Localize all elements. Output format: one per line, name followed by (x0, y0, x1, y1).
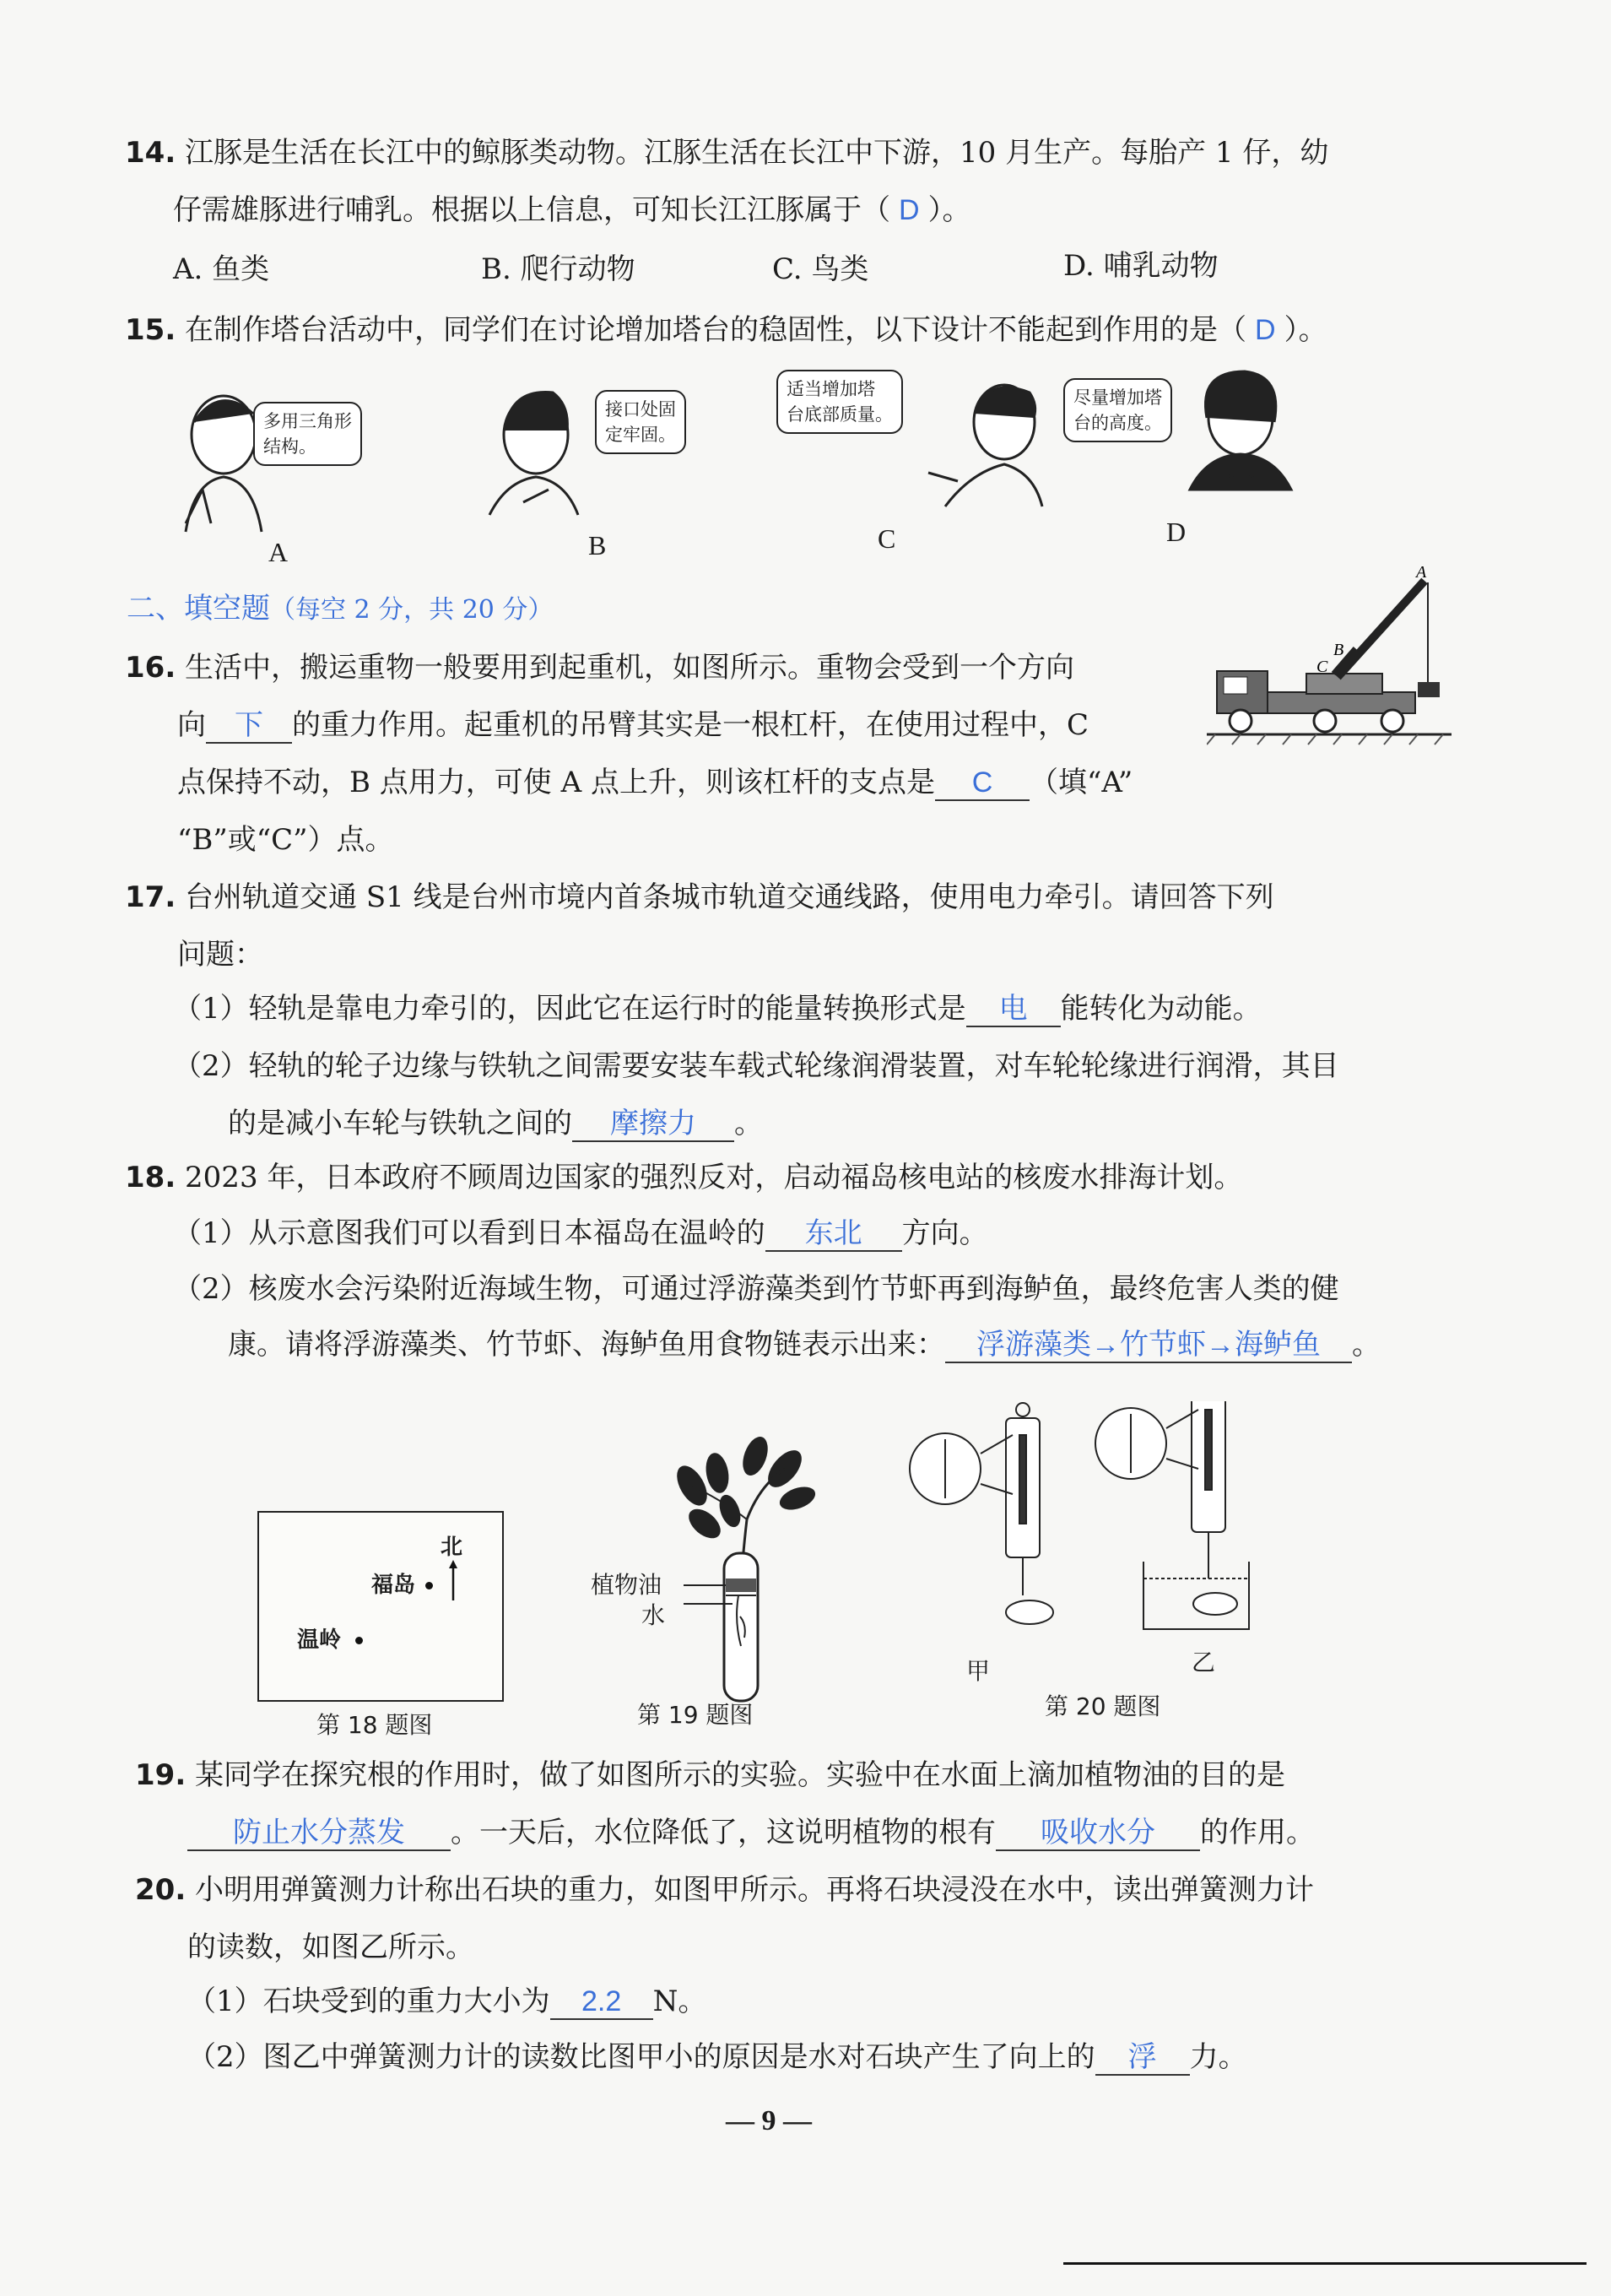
speech-bubble-a: 多用三角形 结构。 (253, 402, 362, 466)
speech-bubble-c: 适当增加塔 台底部质量。 (776, 370, 903, 434)
q18-number: 18. (125, 1161, 176, 1194)
crane-figure (1207, 566, 1468, 751)
q17-part2-line1: （2）轻轨的轮子边缘与铁轨之间需要安装车载式轮缘润滑装置，对车轮轮缘进行润滑，其目 (173, 1049, 1339, 1083)
spring-scale-jia (910, 1403, 1053, 1624)
q17-part2-line2 (228, 1104, 763, 1143)
q16-number: 16. (125, 651, 176, 685)
q16-text3: 点保持不动，B 点用力，可使 A 点上升，则该杠杆的支点是 (177, 766, 935, 799)
student-d-figure (1190, 371, 1291, 490)
q18-part2-end: 。 (1352, 1328, 1381, 1362)
option-label-c: C (878, 523, 896, 554)
student-c-figure (928, 385, 1042, 506)
fig20-yi-label: 乙 (1192, 1649, 1216, 1676)
q18-part2-line2 (228, 1325, 1381, 1364)
q16-answer-1[interactable]: 下 (206, 708, 292, 744)
q16-line4: “B”或“C”）点。 (177, 823, 394, 857)
fig18-map (257, 1511, 504, 1702)
speech-bubble-b: 接口处固 定牢固。 (595, 390, 686, 454)
wenling-dot-icon (355, 1637, 363, 1644)
q14-text2: 仔需雄豚进行哺乳。根据以上信息，可知长江江豚属于（ (173, 193, 890, 227)
q19-line2 (187, 1813, 1315, 1852)
q17-part1 (173, 989, 1262, 1028)
q14-option-a: A. 鱼类 (173, 252, 270, 286)
q17-answer-1[interactable]: 电 (966, 992, 1061, 1027)
q16-line2 (177, 706, 1089, 745)
q18-part1-end: 方向。 (901, 1216, 988, 1250)
q19-text2: 。一天后，水位降低了，这说明植物的根有 (451, 1816, 996, 1849)
q20-part2-text: （2）图乙中弹簧测力计的读数比图甲小的原因是水对石块产生了向上的 (187, 2040, 1095, 2074)
fig19-plant-tube (641, 1435, 844, 1705)
q20-part1 (187, 1982, 706, 2021)
option-label-a: A (268, 537, 289, 567)
fig20-spring-scales (895, 1401, 1283, 1654)
q15-answer[interactable]: D (1255, 314, 1276, 346)
q15-text: 在制作塔台活动中，同学们在讨论增加塔台的稳固性，以下设计不能起到作用的是（ (185, 313, 1247, 347)
q16-text1: 生活中，搬运重物一般要用到起重机，如图所示。重物会受到一个方向 (185, 651, 1075, 685)
section-header (127, 589, 553, 630)
q17-part2-text: 的是减小车轮与铁轨之间的 (228, 1107, 572, 1140)
q20-part2 (187, 2038, 1247, 2077)
fig20-jia-label: 甲 (966, 1657, 991, 1685)
option-label-d: D (1166, 517, 1187, 547)
q18-part1 (173, 1214, 988, 1253)
q14-option-b: B. 爬行动物 (481, 252, 635, 286)
q17-line1 (125, 878, 1274, 917)
fig19-caption: 第 19 题图 (637, 1701, 754, 1729)
page-number: — 9 — (726, 2105, 812, 2136)
q14-line1 (125, 133, 1328, 172)
q17-part1-end: 能转化为动能。 (1060, 992, 1262, 1026)
q14-number: 14. (125, 136, 176, 170)
q19-text1: 某同学在探究根的作用时，做了如图所示的实验。实验中在水面上滴加植物油的目的是 (195, 1758, 1286, 1792)
q17-number: 17. (125, 880, 176, 914)
q15-text-end: ）。 (1284, 313, 1327, 347)
bottom-rule (1063, 2262, 1587, 2265)
q18-part2-line1: （2）核废水会污染附近海域生物，可通过浮游藻类到竹节虾再到海鲈鱼，最终危害人类的健 (173, 1272, 1339, 1306)
q16-text3-end: （填“A” (1029, 766, 1133, 799)
q18-part2-text: 康。请将浮游藻类、竹节虾、海鲈鱼用食物链表示出来： (228, 1328, 945, 1362)
q20-part1-text: （1）石块受到的重力大小为 (187, 1985, 550, 2018)
north-arrow-icon (447, 1560, 459, 1602)
q17-line2: 问题： (177, 938, 263, 972)
q14-text1: 江豚是生活在长江中的鲸豚类动物。江豚生活在长江中下游，10 月生产。每胎产 1 仔，幼 (185, 136, 1329, 170)
q19-answer-2[interactable]: 吸收水分 (996, 1816, 1200, 1851)
q20-line2: 的读数，如图乙所示。 (187, 1930, 474, 1964)
fig20-caption: 第 20 题图 (1045, 1692, 1161, 1720)
fig18-fukushima-label: 福岛 (371, 1573, 416, 1598)
q17-answer-2[interactable]: 摩擦力 (572, 1107, 734, 1142)
speech-bubble-d: 尽量增加塔 台的高度。 (1063, 378, 1172, 442)
fig19-water-label: 水 (641, 1601, 666, 1629)
q20-line1 (135, 1871, 1314, 1909)
q18-line1 (125, 1158, 1242, 1197)
fig18-north-label: 北 (441, 1535, 463, 1560)
q17-part2-end: 。 (734, 1107, 763, 1140)
q19-line1 (135, 1756, 1285, 1795)
q20-part1-end: N。 (652, 1985, 707, 2018)
option-label-b: B (588, 530, 607, 560)
fig19-oil-label: 植物油 (591, 1571, 662, 1599)
q18-answer-1[interactable]: 东北 (765, 1216, 902, 1252)
section-note: （每空 2 分，共 20 分） (270, 595, 554, 625)
q18-part1-text: （1）从示意图我们可以看到日本福岛在温岭的 (173, 1216, 765, 1250)
q16-text2: 向 (177, 708, 206, 742)
q16-text2-end: 的重力作用。起重机的吊臂其实是一根杠杆，在使用过程中，C (292, 708, 1089, 742)
q14-line2 (173, 191, 971, 230)
q16-answer-2[interactable]: C (935, 766, 1030, 801)
crane-label-a: A (1416, 566, 1427, 582)
fig18-caption: 第 18 题图 (316, 1711, 433, 1739)
q14-option-c: C. 鸟类 (772, 252, 869, 286)
student-a-figure (186, 396, 262, 532)
q15-line (125, 311, 1327, 349)
student-b-figure (489, 393, 578, 515)
q17-part1-text: （1）轻轨是靠电力牵引的，因此它在运行时的能量转换形式是 (173, 992, 966, 1026)
q14-option-d: D. 哺乳动物 (1063, 249, 1219, 283)
q14-text2-end: ）。 (927, 193, 971, 227)
q18-answer-2[interactable]: 浮游藻类→竹节虾→海鲈鱼 (945, 1328, 1352, 1363)
q16-line3 (177, 763, 1133, 802)
q20-answer-2[interactable]: 浮 (1095, 2040, 1190, 2076)
crane-label-b: B (1333, 641, 1344, 659)
fig18-wenling-label: 温岭 (297, 1627, 342, 1653)
q17-text1: 台州轨道交通 S1 线是台州市境内首条城市轨道交通线路，使用电力牵引。请回答下列 (185, 880, 1274, 914)
q16-line1 (125, 648, 1074, 687)
q18-text1: 2023 年，日本政府不顾周边国家的强烈反对，启动福岛核电站的核废水排海计划。 (185, 1161, 1243, 1194)
crane-label-c: C (1316, 658, 1328, 676)
fukushima-dot-icon (425, 1582, 433, 1589)
q19-number: 19. (135, 1758, 187, 1792)
q20-number: 20. (135, 1873, 187, 1907)
q20-part2-end: 力。 (1189, 2040, 1247, 2074)
q19-text2-end: 的作用。 (1200, 1816, 1315, 1849)
section-title: 二、填空题 (127, 592, 270, 625)
spring-scale-yi (1095, 1401, 1249, 1629)
q14-answer[interactable]: D (899, 194, 920, 226)
q19-answer-1[interactable]: 防止水分蒸发 (187, 1816, 451, 1851)
q20-text1: 小明用弹簧测力计称出石块的重力，如图甲所示。再将石块浸没在水中，读出弹簧测力计 (195, 1873, 1315, 1907)
q15-number: 15. (125, 313, 176, 347)
q20-answer-1[interactable]: 2.2 (550, 1985, 653, 2020)
